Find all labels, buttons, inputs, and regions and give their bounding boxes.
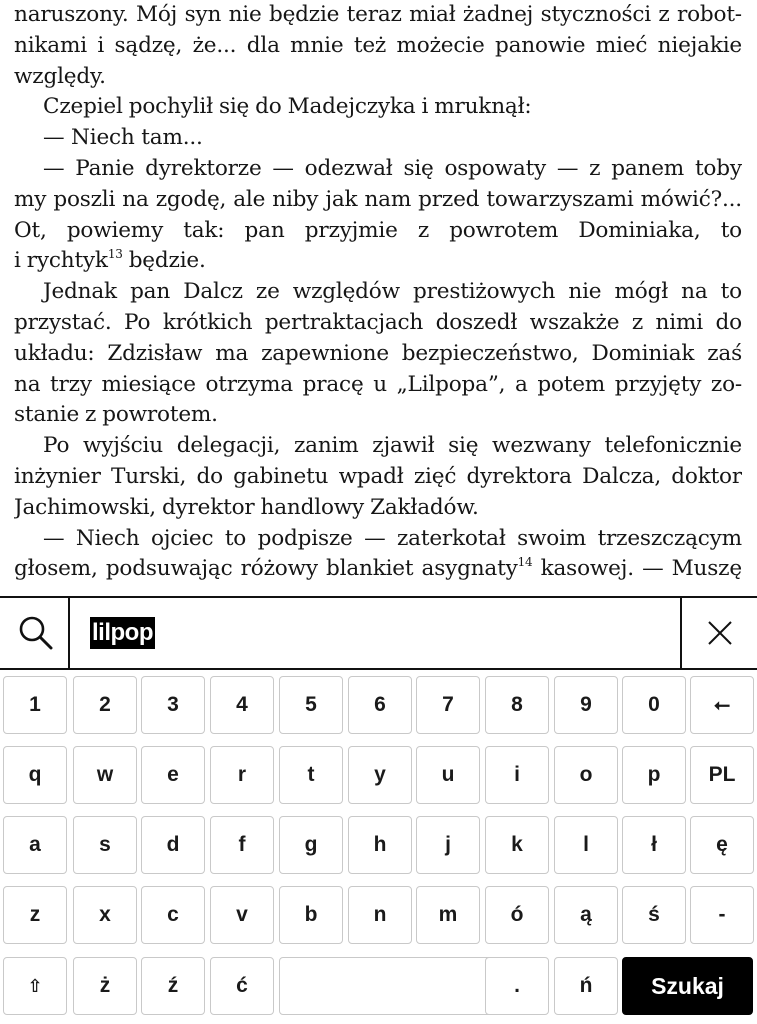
word: stanie xyxy=(14,402,80,428)
text-line xyxy=(14,339,742,370)
word: „Lilpopa”, xyxy=(396,371,506,397)
word: prestiżowych xyxy=(413,279,556,305)
word: przyjęty xyxy=(614,371,702,397)
word: pertraktacjach xyxy=(264,309,424,335)
word: przyjmie xyxy=(304,217,398,243)
close-icon xyxy=(707,620,733,646)
word: możecie xyxy=(396,32,485,58)
word: na xyxy=(14,371,41,397)
word: na xyxy=(122,186,149,212)
key-6[interactable] xyxy=(348,676,412,734)
word: potem xyxy=(537,371,606,397)
text-line xyxy=(14,277,742,308)
word: się xyxy=(448,433,479,459)
word: Dalcza, xyxy=(582,463,661,489)
key-ą[interactable] xyxy=(554,886,618,944)
word: jak xyxy=(325,186,358,212)
hyphen-key[interactable] xyxy=(690,886,754,944)
key-q[interactable] xyxy=(3,746,67,804)
key-ź[interactable] xyxy=(141,957,205,1015)
key-label: 5 xyxy=(305,693,317,716)
key-label: x xyxy=(99,903,111,926)
word: ojciec xyxy=(150,525,214,551)
word: będzie xyxy=(268,2,340,27)
word: żadnej xyxy=(462,2,534,27)
text-line xyxy=(14,154,742,185)
word: rychtyk$^{13}$ xyxy=(26,247,123,274)
key-label: z xyxy=(29,903,41,926)
word: — xyxy=(364,525,386,551)
key-label: ć xyxy=(236,974,248,997)
book-text xyxy=(14,0,742,595)
word: będzie. xyxy=(128,248,206,274)
word: pan xyxy=(130,279,171,305)
word: z xyxy=(658,2,670,27)
key-label: n xyxy=(373,903,387,926)
key-label: ł xyxy=(651,833,657,856)
keyboard-row xyxy=(0,957,757,1017)
word: Zdzisław xyxy=(107,340,203,366)
word: panem xyxy=(611,155,685,181)
key-label: t xyxy=(307,763,315,786)
word: się xyxy=(218,94,250,120)
word: i xyxy=(97,32,105,58)
text-line xyxy=(14,31,742,62)
word: i xyxy=(421,94,429,120)
word: panowie xyxy=(494,32,586,58)
word: głosem, xyxy=(14,556,98,582)
word: powrotem. xyxy=(102,402,218,428)
word: miał xyxy=(409,2,456,27)
key-label: ż xyxy=(99,974,111,997)
key-s[interactable] xyxy=(73,816,137,874)
word: ze xyxy=(255,279,280,305)
word: ospowaty xyxy=(444,155,547,181)
key-c[interactable] xyxy=(141,886,205,944)
word: do xyxy=(255,94,282,120)
key-label: 2 xyxy=(99,693,111,716)
word: zapewnione xyxy=(261,340,389,366)
word: — Niech tam... xyxy=(43,125,203,151)
word: Madejczyka xyxy=(287,94,416,120)
period-key[interactable] xyxy=(485,957,549,1015)
word: nikami xyxy=(14,32,87,58)
search-query-text: lilpop xyxy=(90,617,155,649)
word: my xyxy=(14,186,47,212)
key-h[interactable] xyxy=(348,816,412,874)
word: Muszę xyxy=(671,556,742,582)
backspace-key[interactable] xyxy=(690,676,754,734)
word: teraz xyxy=(346,2,402,27)
text-line xyxy=(14,216,742,247)
word: Dalcz xyxy=(183,279,243,305)
clear-search-button[interactable] xyxy=(684,598,757,668)
shift-icon: ⇧ xyxy=(27,976,43,996)
key-label: ś xyxy=(648,903,660,926)
key-label: s xyxy=(99,833,111,856)
word: niejakie xyxy=(657,32,742,58)
key-label: q xyxy=(28,763,42,786)
word: różowy xyxy=(240,556,318,582)
backspace-icon: ⭠ xyxy=(714,694,730,716)
key-0[interactable] xyxy=(622,676,686,734)
word: tak: xyxy=(183,217,225,243)
word: powiemy xyxy=(66,217,164,243)
word: a xyxy=(514,371,528,397)
key-o[interactable] xyxy=(554,746,618,804)
word: blankiet xyxy=(326,556,414,582)
word: mnie xyxy=(290,32,344,58)
key-f[interactable] xyxy=(210,816,274,874)
key-label: o xyxy=(579,763,593,786)
word: wszakże xyxy=(529,309,620,335)
key-e[interactable] xyxy=(141,746,205,804)
word: przystać. xyxy=(14,309,112,335)
word: inżynier xyxy=(14,463,101,489)
shift-key[interactable] xyxy=(3,957,67,1015)
word: poszli xyxy=(53,186,116,212)
text-line xyxy=(14,370,742,401)
text-line xyxy=(14,185,742,216)
word: doszedł xyxy=(435,309,518,335)
key-y[interactable] xyxy=(348,746,412,804)
key-label: ą xyxy=(580,903,592,926)
word: zanim xyxy=(293,433,359,459)
word: względy. xyxy=(14,63,106,89)
word: podpisze xyxy=(257,525,353,551)
footnote-marker[interactable]: 13 xyxy=(107,247,123,262)
key-1[interactable] xyxy=(3,676,67,734)
key-label: ń xyxy=(579,974,593,997)
word: nam xyxy=(364,186,412,212)
word: Jachimowski, xyxy=(14,494,156,520)
key-label: y xyxy=(374,763,386,786)
key-2[interactable] xyxy=(73,676,137,734)
key-label: l xyxy=(583,833,589,856)
word: odezwał xyxy=(304,155,393,181)
text-line xyxy=(14,62,742,93)
key-p[interactable] xyxy=(622,746,686,804)
word: pochylił xyxy=(128,94,213,120)
word: mówić?... xyxy=(640,186,742,212)
word: zaś xyxy=(707,340,742,366)
key-3[interactable] xyxy=(141,676,205,734)
key-i[interactable] xyxy=(485,746,549,804)
word: dla xyxy=(246,32,280,58)
key-label: u xyxy=(441,763,455,786)
key-label: g xyxy=(304,833,318,856)
text-line xyxy=(14,308,742,339)
word: na xyxy=(681,279,708,305)
word: wezwany xyxy=(492,433,591,459)
text-line xyxy=(14,92,742,123)
word: toby xyxy=(694,155,742,181)
word: z xyxy=(631,309,644,335)
word: otrzyma xyxy=(205,371,293,397)
word: Panie xyxy=(75,155,135,181)
on-screen-keyboard xyxy=(0,670,757,1024)
key-label: - xyxy=(718,903,726,926)
key-label: 0 xyxy=(648,693,660,716)
key-x[interactable] xyxy=(73,886,137,944)
text-line xyxy=(14,554,742,585)
word: z xyxy=(417,217,430,243)
key-label: p xyxy=(647,763,661,786)
word: gabinetu xyxy=(233,463,329,489)
key-label: d xyxy=(166,833,180,856)
key-z[interactable] xyxy=(3,886,67,944)
key-label: f xyxy=(238,833,246,856)
key-a[interactable] xyxy=(3,816,67,874)
key-t[interactable] xyxy=(279,746,343,804)
key-4[interactable] xyxy=(210,676,274,734)
key-m[interactable] xyxy=(416,886,480,944)
word: sądzę, xyxy=(114,32,183,58)
word: to xyxy=(720,217,742,243)
text-line xyxy=(14,0,742,31)
word: mógł xyxy=(614,279,669,305)
word: wpadł xyxy=(338,463,404,489)
word: doktor xyxy=(671,463,742,489)
key-label: i xyxy=(514,763,520,786)
key-r[interactable] xyxy=(210,746,274,804)
key-label: 8 xyxy=(511,693,523,716)
word: do xyxy=(196,463,223,489)
word: mieć xyxy=(595,32,648,58)
key-label: a xyxy=(29,833,41,856)
text-line xyxy=(14,431,742,462)
word: wyjściu xyxy=(83,433,163,459)
language-key[interactable] xyxy=(690,746,754,804)
word: asygnaty$^{14}$ xyxy=(421,555,533,582)
key-label: PL xyxy=(708,763,736,786)
word: zgodę, xyxy=(155,186,227,212)
key-u[interactable] xyxy=(416,746,480,804)
word: Ot, xyxy=(14,217,47,243)
word: Po xyxy=(124,309,151,335)
word: telefonicznie xyxy=(604,433,742,459)
key-5[interactable] xyxy=(279,676,343,734)
word: względów xyxy=(292,279,400,305)
key-ś[interactable] xyxy=(622,886,686,944)
keyboard-row xyxy=(0,676,757,736)
word: powrotem xyxy=(449,217,559,243)
key-label: k xyxy=(511,833,523,856)
key-label: ó xyxy=(510,903,524,926)
word: że... xyxy=(192,32,237,58)
key-label: c xyxy=(167,903,179,926)
key-label: e xyxy=(167,763,179,786)
word: pracę xyxy=(302,371,364,397)
word: robot- xyxy=(676,2,742,27)
key-7[interactable] xyxy=(416,676,480,734)
key-ł[interactable] xyxy=(622,816,686,874)
word: naruszony. xyxy=(14,2,129,27)
key-label: 3 xyxy=(167,693,179,716)
word: Dominiaka, xyxy=(578,217,701,243)
text-line xyxy=(14,123,742,154)
key-d[interactable] xyxy=(141,816,205,874)
key-label: w xyxy=(96,763,114,786)
word: dyrektorze xyxy=(145,155,262,181)
word: zaterkotał xyxy=(396,525,506,551)
word: niby xyxy=(272,186,319,212)
word: mruknął: xyxy=(434,94,532,120)
key-b[interactable] xyxy=(279,886,343,944)
word: dyrektora xyxy=(466,463,572,489)
word: Dominiak xyxy=(591,340,695,366)
key-label: m xyxy=(438,903,458,926)
key-label: ź xyxy=(167,974,179,997)
word: delegacji, xyxy=(176,433,281,459)
key-v[interactable] xyxy=(210,886,274,944)
text-line xyxy=(14,400,742,431)
word: towarzyszami xyxy=(486,186,634,212)
text-line xyxy=(14,246,742,277)
key-label: 9 xyxy=(580,693,592,716)
word: Niech xyxy=(75,525,140,551)
word: Mój xyxy=(135,2,178,27)
word: trzy xyxy=(50,371,92,397)
key-ó[interactable] xyxy=(485,886,549,944)
footnote-marker[interactable]: 14 xyxy=(517,555,533,570)
key-ń[interactable] xyxy=(554,957,618,1015)
word: trzeszczącym xyxy=(597,525,742,551)
keyboard-row xyxy=(0,886,757,946)
word: nimi xyxy=(655,309,703,335)
word: też xyxy=(353,32,387,58)
word: ma xyxy=(215,340,249,366)
key-8[interactable] xyxy=(485,676,549,734)
key-label: r xyxy=(237,763,247,786)
search-submit-button[interactable] xyxy=(622,957,753,1015)
word: Zakładów. xyxy=(370,494,479,520)
word: się xyxy=(403,155,434,181)
word: swoim xyxy=(517,525,587,551)
key-label: 1 xyxy=(29,693,41,716)
key-label: v xyxy=(236,903,248,926)
word: i xyxy=(14,248,21,274)
word: syn xyxy=(184,2,222,27)
key-k[interactable] xyxy=(485,816,549,874)
word: — xyxy=(642,556,664,582)
text-line xyxy=(14,493,742,524)
word: Jednak xyxy=(43,279,117,305)
key-l[interactable] xyxy=(554,816,618,874)
word: miesiące xyxy=(101,371,196,397)
keyboard-row xyxy=(0,746,757,806)
key-label: 6 xyxy=(374,693,386,716)
word: Turski, xyxy=(111,463,187,489)
key-label: 4 xyxy=(236,693,248,716)
text-line xyxy=(14,524,742,555)
word: zjawił xyxy=(372,433,435,459)
key-n[interactable] xyxy=(348,886,412,944)
key-label: h xyxy=(373,833,387,856)
key-label: ę xyxy=(716,833,728,856)
word: przed xyxy=(418,186,480,212)
key-ć[interactable] xyxy=(210,957,274,1015)
search-bar xyxy=(0,596,757,670)
key-j[interactable] xyxy=(416,816,480,874)
word: dyrektor xyxy=(161,494,255,520)
word: styczności xyxy=(540,2,651,27)
key-9[interactable] xyxy=(554,676,618,734)
keyboard-row xyxy=(0,816,757,876)
word: krótkich xyxy=(162,309,253,335)
word: — xyxy=(43,155,65,181)
word: u xyxy=(373,371,387,397)
word: Czepiel xyxy=(43,94,123,120)
word: pan xyxy=(244,217,285,243)
word: nie xyxy=(228,2,262,27)
word: Po xyxy=(43,433,70,459)
key-label: 7 xyxy=(442,693,454,716)
text-line xyxy=(14,462,742,493)
key-label: b xyxy=(304,903,318,926)
word: bezpieczeństwo, xyxy=(401,340,579,366)
word: zo- xyxy=(710,371,742,397)
word: podsuwając xyxy=(105,556,233,582)
word: zięć xyxy=(413,463,457,489)
key-label: . xyxy=(514,974,520,997)
word: — xyxy=(43,525,65,551)
word: ale xyxy=(233,186,266,212)
word: — xyxy=(556,155,579,181)
word: do xyxy=(715,309,742,335)
key-w[interactable] xyxy=(73,746,137,804)
word: z xyxy=(589,155,601,181)
word: nie xyxy=(568,279,602,305)
search-icon xyxy=(16,613,56,653)
search-button[interactable] xyxy=(0,598,70,668)
key-ę[interactable] xyxy=(690,816,754,874)
word: z xyxy=(85,402,97,428)
word: kasowej. xyxy=(540,556,634,582)
word: — xyxy=(272,155,294,181)
key-g[interactable] xyxy=(279,816,343,874)
word: handlowy xyxy=(260,494,365,520)
word: układu: xyxy=(14,340,95,366)
word: to xyxy=(720,279,742,305)
word: to xyxy=(224,525,247,551)
space-key[interactable] xyxy=(279,957,506,1015)
key-label: j xyxy=(445,833,451,856)
search-input[interactable] xyxy=(70,598,682,668)
key-ż[interactable] xyxy=(73,957,137,1015)
key-label: Szukaj xyxy=(651,973,724,999)
